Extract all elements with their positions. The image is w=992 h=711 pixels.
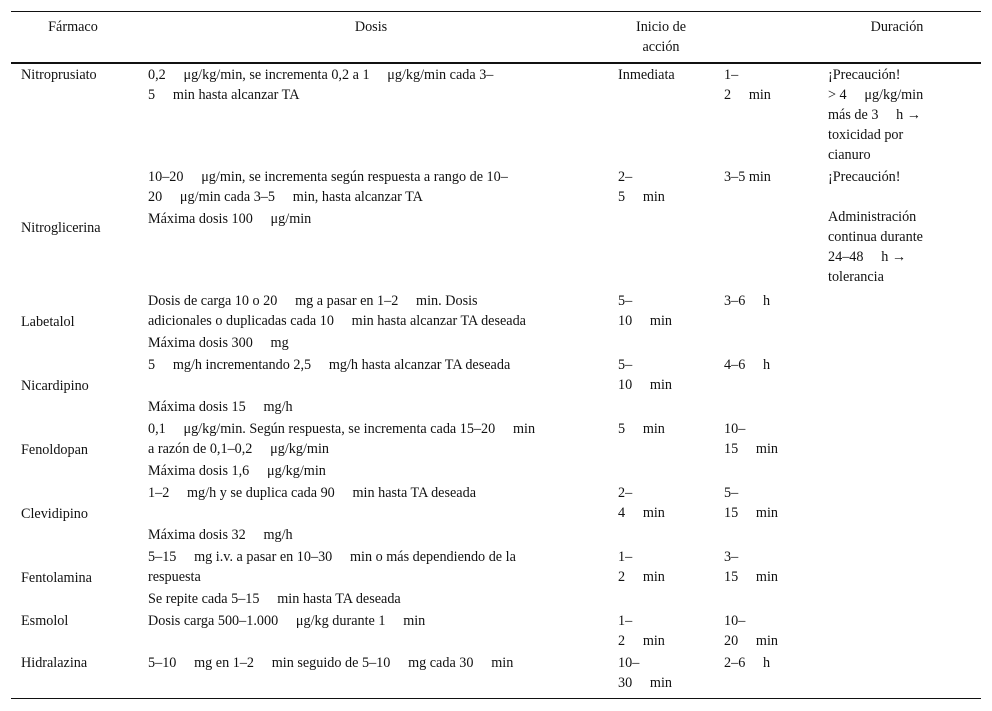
dose-text: 0,1 μg/kg/min. Según respuesta, se incrementa cada 15–20 min (148, 421, 536, 437)
header-rule (11, 62, 981, 64)
duration-text: 3– (724, 549, 739, 565)
duration-text: 10– (724, 613, 746, 629)
onset-text: 2– (618, 169, 633, 185)
onset-text: 2– (618, 485, 633, 501)
duration-text: 2–6 h (724, 655, 771, 671)
dose-text: a razón de 0,1–0,2 μg/kg/min (148, 441, 329, 457)
drug-name: Clevidipino (21, 506, 88, 522)
max-dose-text: Máxima dosis 100 μg/min (148, 211, 312, 227)
caution-note: > 4 μg/kg/min (828, 87, 924, 103)
bottom-rule (11, 698, 981, 699)
max-dose-text: Máxima dosis 1,6 μg/kg/min (148, 463, 326, 479)
onset-text: 2 min (618, 569, 665, 585)
top-rule (11, 11, 981, 12)
onset-text: 10– (618, 655, 640, 671)
dose-text: 5–15 mg i.v. a pasar en 10–30 min o más dependiendo de la (148, 549, 516, 565)
duration-text: 3–6 h (724, 293, 771, 309)
caution-note: ¡Precaución! (828, 67, 901, 83)
onset-text: 30 min (618, 675, 672, 691)
duration-text: 20 min (724, 633, 778, 649)
drug-name: Nicardipino (21, 378, 89, 394)
drug-name: Esmolol (21, 613, 69, 629)
dose-text: Dosis de carga 10 o 20 mg a pasar en 1–2 min. Dosis (148, 293, 478, 309)
dose-text: 10–20 μg/min, se incrementa según respuesta a rango de 10– (148, 169, 508, 185)
onset-text: 10 min (618, 313, 672, 329)
dose-text: 0,2 μg/kg/min, se incrementa 0,2 a 1 μg/kg/min cada 3– (148, 67, 494, 83)
duration-text: 10– (724, 421, 746, 437)
max-dose-text: Máxima dosis 32 mg/h (148, 527, 293, 543)
onset-text: Inmediata (618, 67, 675, 83)
drug-name: Labetalol (21, 314, 75, 330)
duration-text: 4–6 h (724, 357, 771, 373)
onset-text: 5– (618, 357, 633, 373)
dose-text: 1–2 mg/h y se duplica cada 90 min hasta TA deseada (148, 485, 476, 501)
duration-text: 2 min (724, 87, 771, 103)
caution-note: 24–48 h → (828, 249, 907, 265)
drug-name: Fentolamina (21, 570, 92, 586)
max-dose-text: Se repite cada 5–15 min hasta TA deseada (148, 591, 401, 607)
header-inicio (611, 17, 711, 57)
duration-text: 15 min (724, 569, 778, 585)
duration-text: 15 min (724, 441, 778, 457)
dose-text: 5–10 mg en 1–2 min seguido de 5–10 mg cada 30 min (148, 655, 514, 671)
duration-text: 15 min (724, 505, 778, 521)
caution-note: continua durante (828, 229, 923, 245)
header-dosis: Dosis (354, 19, 388, 35)
max-dose-text: Máxima dosis 300 mg (148, 335, 289, 351)
caution-note: toxicidad por (828, 127, 904, 143)
header-inicio-line: Inicio de (635, 19, 687, 35)
onset-text: 1– (618, 613, 633, 629)
dose-text: respuesta (148, 569, 201, 585)
caution-note: más de 3 h → (828, 107, 921, 123)
header-inicio-line: acción (642, 39, 680, 55)
duration-text: 3–5 min (724, 169, 771, 185)
caution-note: cianuro (828, 147, 871, 163)
caution-note: Administración (828, 209, 917, 225)
duration-text: 5– (724, 485, 739, 501)
onset-text: 5 min (618, 421, 665, 437)
caution-note: tolerancia (828, 269, 884, 285)
dose-text: Dosis carga 500–1.000 μg/kg durante 1 min (148, 613, 426, 629)
header-farmaco: Fármaco (48, 19, 98, 35)
caution-note: ¡Precaución! (828, 169, 901, 185)
drug-name: Fenoldopan (21, 442, 88, 458)
onset-text: 5– (618, 293, 633, 309)
drug-name: Nitroglicerina (21, 220, 101, 236)
dose-text: 5 mg/h incrementando 2,5 mg/h hasta alcanzar TA deseada (148, 357, 511, 373)
dose-text: 20 μg/min cada 3–5 min, hasta alcanzar TA (148, 189, 423, 205)
onset-text: 10 min (618, 377, 672, 393)
onset-text: 2 min (618, 633, 665, 649)
onset-text: 1– (618, 549, 633, 565)
header-duracion: Duración (870, 19, 924, 35)
max-dose-text: Máxima dosis 15 mg/h (148, 399, 293, 415)
onset-text: 5 min (618, 189, 665, 205)
drug-name: Hidralazina (21, 655, 88, 671)
dose-text: 5 min hasta alcanzar TA (148, 87, 300, 103)
duration-text: 1– (724, 67, 739, 83)
onset-text: 4 min (618, 505, 665, 521)
dose-text: adicionales o duplicadas cada 10 min hasta alcanzar TA deseada (148, 313, 526, 329)
drug-name: Nitroprusiato (21, 67, 97, 83)
